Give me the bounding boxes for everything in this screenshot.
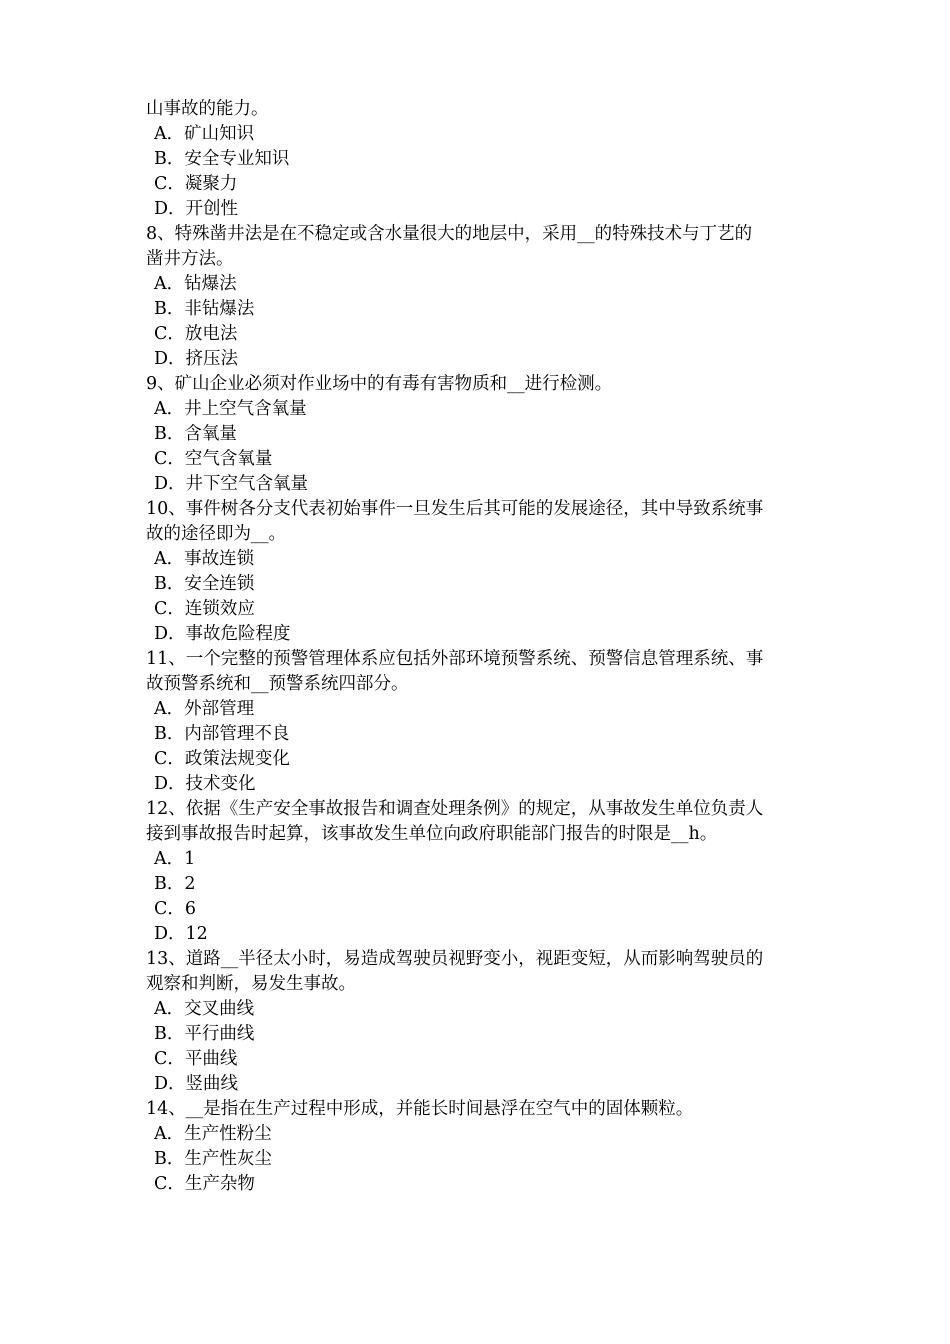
- answer-option: C．政策法规变化: [154, 749, 290, 769]
- answer-option: A．交叉曲线: [154, 999, 255, 1019]
- answer-option: A．钻爆法: [154, 274, 237, 294]
- question-text: 13、道路__半径太小时，易造成驾驶员视野变小，视距变短，从而影响驾驶员的: [146, 949, 764, 969]
- question-text: 山事故的能力。: [146, 99, 269, 119]
- answer-option: D．挤压法: [154, 349, 239, 369]
- question-text: 14、__是指在生产过程中形成，并能长时间悬浮在空气中的固体颗粒。: [146, 1099, 694, 1119]
- question-text: 故预警系统和__预警系统四部分。: [146, 674, 409, 694]
- answer-option: C．生产杂物: [154, 1174, 255, 1194]
- question-text: 10、事件树各分支代表初始事件一旦发生后其可能的发展途径，其中导致系统事: [146, 499, 764, 519]
- answer-option: B．安全专业知识: [154, 149, 290, 169]
- question-text: 凿井方法。: [146, 249, 234, 269]
- answer-option: D．12: [154, 924, 208, 944]
- answer-option: B．含氧量: [154, 424, 237, 444]
- answer-option: D．井下空气含氧量: [154, 474, 309, 494]
- answer-option: C．6: [154, 899, 197, 919]
- answer-option: A．1: [154, 849, 196, 869]
- answer-option: A．外部管理: [154, 699, 255, 719]
- answer-option: B．安全连锁: [154, 574, 255, 594]
- question-text: 8、特殊凿井法是在不稳定或含水量很大的地层中，采用__的特殊技术与丁艺的: [146, 224, 753, 244]
- question-text: 观察和判断，易发生事故。: [146, 974, 356, 994]
- answer-option: A．事故连锁: [154, 549, 255, 569]
- document-page: [146, 97, 826, 1197]
- answer-option: D．竖曲线: [154, 1074, 239, 1094]
- question-text: 9、矿山企业必须对作业场中的有毒有害物质和__进行检测。: [146, 374, 613, 394]
- answer-option: B．内部管理不良: [154, 724, 290, 744]
- answer-option: B．非钻爆法: [154, 299, 255, 319]
- question-text: 故的途径即为__。: [146, 524, 286, 544]
- answer-option: D．技术变化: [154, 774, 256, 794]
- answer-option: D．开创性: [154, 199, 239, 219]
- answer-option: C．平曲线: [154, 1049, 238, 1069]
- answer-option: D．事故危险程度: [154, 624, 291, 644]
- answer-option: C．连锁效应: [154, 599, 255, 619]
- question-text: 11、一个完整的预警管理体系应包括外部环境预警系统、预警信息管理系统、事: [146, 649, 764, 669]
- question-text: 接到事故报告时起算，该事故发生单位向政府职能部门报告的时限是__h。: [146, 824, 718, 844]
- answer-option: C．空气含氧量: [154, 449, 273, 469]
- answer-option: C．放电法: [154, 324, 238, 344]
- answer-option: B．生产性灰尘: [154, 1149, 272, 1169]
- answer-option: B．平行曲线: [154, 1024, 255, 1044]
- answer-option: C．凝聚力: [154, 174, 238, 194]
- answer-option: A．矿山知识: [154, 124, 255, 144]
- answer-option: A．生产性粉尘: [154, 1124, 272, 1144]
- question-text: 12、依据《生产安全事故报告和调查处理条例》的规定，从事故发生单位负责人: [146, 799, 764, 819]
- answer-option: B．2: [154, 874, 196, 894]
- answer-option: A．井上空气含氧量: [154, 399, 307, 419]
